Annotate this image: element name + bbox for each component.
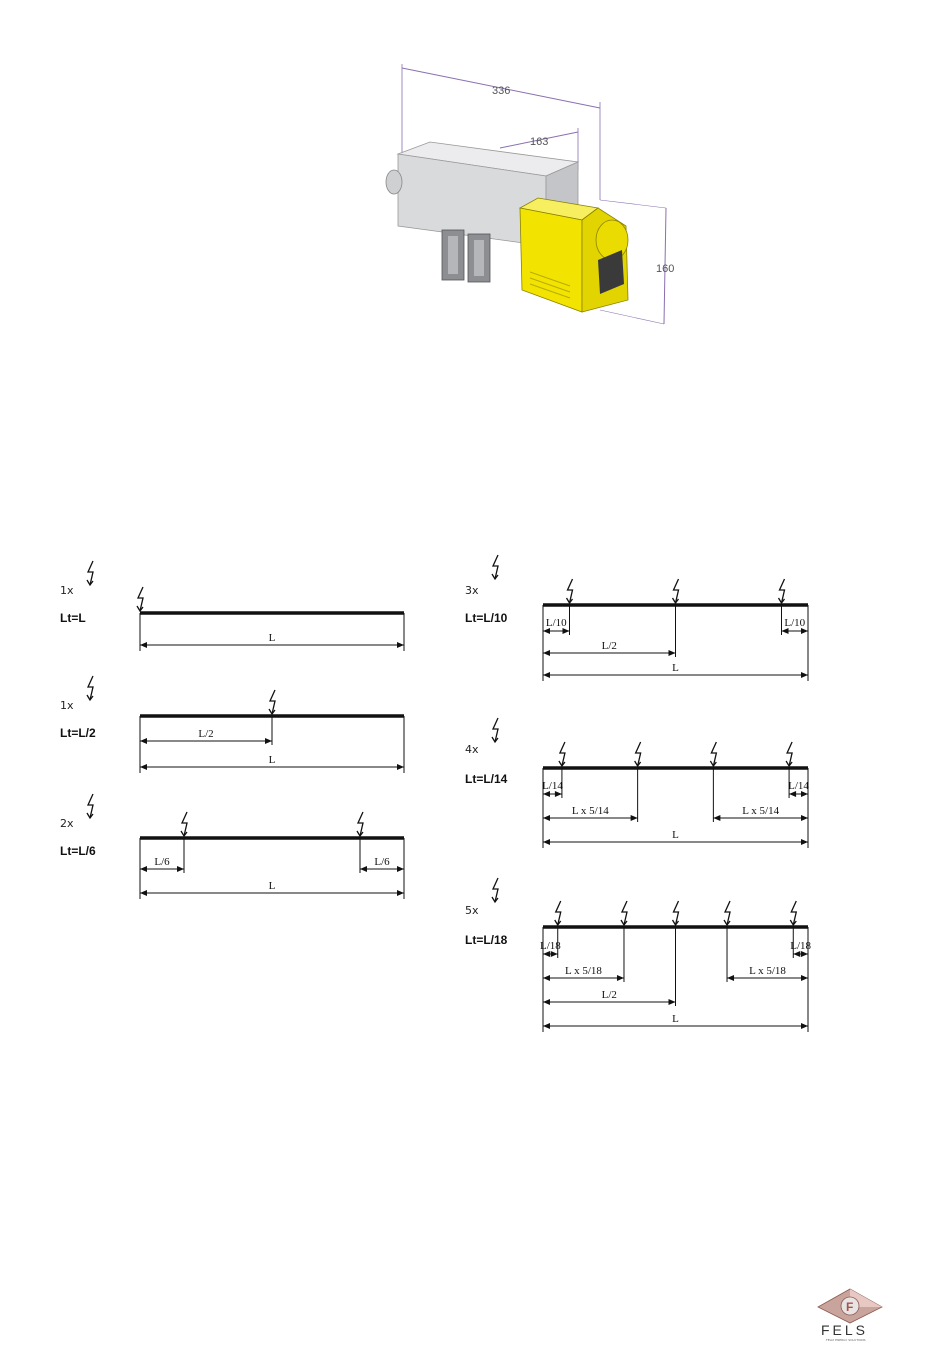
dimension-label: L/6 [154,856,170,868]
arrow-left-icon [543,650,550,656]
dimension-336-label: 336 [492,85,511,97]
diagram-3x-lt-l10 [455,545,825,695]
feed-count-label: 5x [465,904,479,917]
arrow-left-icon [727,975,734,981]
arrow-right-icon [397,764,404,770]
arrow-right-icon [265,738,272,744]
arrow-right-icon [397,866,404,872]
dimension-label: L/18 [539,940,561,952]
lt-formula-label: Lt=L/10 [465,611,508,625]
arrow-right-icon [801,975,808,981]
yellow-collector [520,198,628,312]
arrow-right-icon [397,890,404,896]
logo-subtitle: FELIX ENERGY SOLUTIONS [826,1338,866,1342]
arrow-right-icon [801,672,808,678]
arrow-right-icon [669,650,676,656]
arrow-left-icon [543,815,550,821]
dimension-label: L/6 [374,856,390,868]
arrow-right-icon [801,839,808,845]
dimension-label: L/18 [790,940,812,952]
feed-count-label: 2x [60,817,74,830]
dimension-label: L x 5/14 [571,805,609,817]
diagram-1x-lt-l [50,545,420,660]
dimension-label: L/10 [784,617,806,629]
dimension-label: L [672,662,679,674]
arrow-left-icon [543,975,550,981]
lt-formula-label: Lt=L/6 [60,844,96,858]
arrow-left-icon [140,738,147,744]
arrow-left-icon [140,890,147,896]
arrow-left-icon [543,1023,550,1029]
dimension-label: L/10 [545,617,567,629]
arrow-right-icon [617,975,624,981]
dimension-label: L [672,829,679,841]
arrow-right-icon [631,815,638,821]
feed-count-label: 1x [60,584,74,597]
arrow-left-icon [543,999,550,1005]
lt-formula-label: Lt=L/2 [60,726,96,740]
dimension-label: L [268,880,276,892]
arrow-right-icon [397,642,404,648]
arrow-left-icon [360,866,367,872]
dimension-label: L x 5/18 [565,965,602,977]
logo-text: FELS [821,1322,869,1338]
dimension-160-label: 160 [656,263,675,275]
feed-count-label: 4x [465,743,479,756]
product-illustration [360,50,700,350]
dimension-label: L x 5/14 [742,805,780,817]
svg-text:F: F [846,1300,854,1314]
diagram-5x-lt-l18 [455,870,825,1045]
arrow-right-icon [801,1023,808,1029]
arrow-left-icon [543,672,550,678]
arrow-right-icon [669,999,676,1005]
fels-logo [812,1285,892,1345]
arrow-right-icon [177,866,184,872]
dimension-label: L/14 [542,780,563,792]
dimension-label: L [672,1013,679,1025]
lt-formula-label: Lt=L/14 [465,772,508,786]
feed-count-label: 1x [60,699,74,712]
dimension-label: L [268,754,276,766]
dimension-label: L x 5/18 [749,965,786,977]
arrow-left-icon [140,866,147,872]
dimension-163-label: 163 [530,136,549,148]
arrow-left-icon [140,642,147,648]
dimension-label: L/2 [601,640,617,652]
arrow-right-icon [801,815,808,821]
arrow-left-icon [543,839,550,845]
diagram-4x-lt-l14 [455,710,825,860]
diagram-2x-lt-l6 [50,785,420,900]
dimension-label: L [268,632,276,644]
dimension-label: L/2 [601,989,617,1001]
dimension-label: L/2 [198,728,214,740]
diagram-1x-lt-l2 [50,665,420,780]
feed-count-label: 3x [465,584,479,597]
arrow-left-icon [713,815,720,821]
lt-formula-label: Lt=L/18 [465,933,508,947]
lt-formula-label: Lt=L [60,611,86,625]
dimension-label: L/14 [788,780,809,792]
arrow-left-icon [140,764,147,770]
